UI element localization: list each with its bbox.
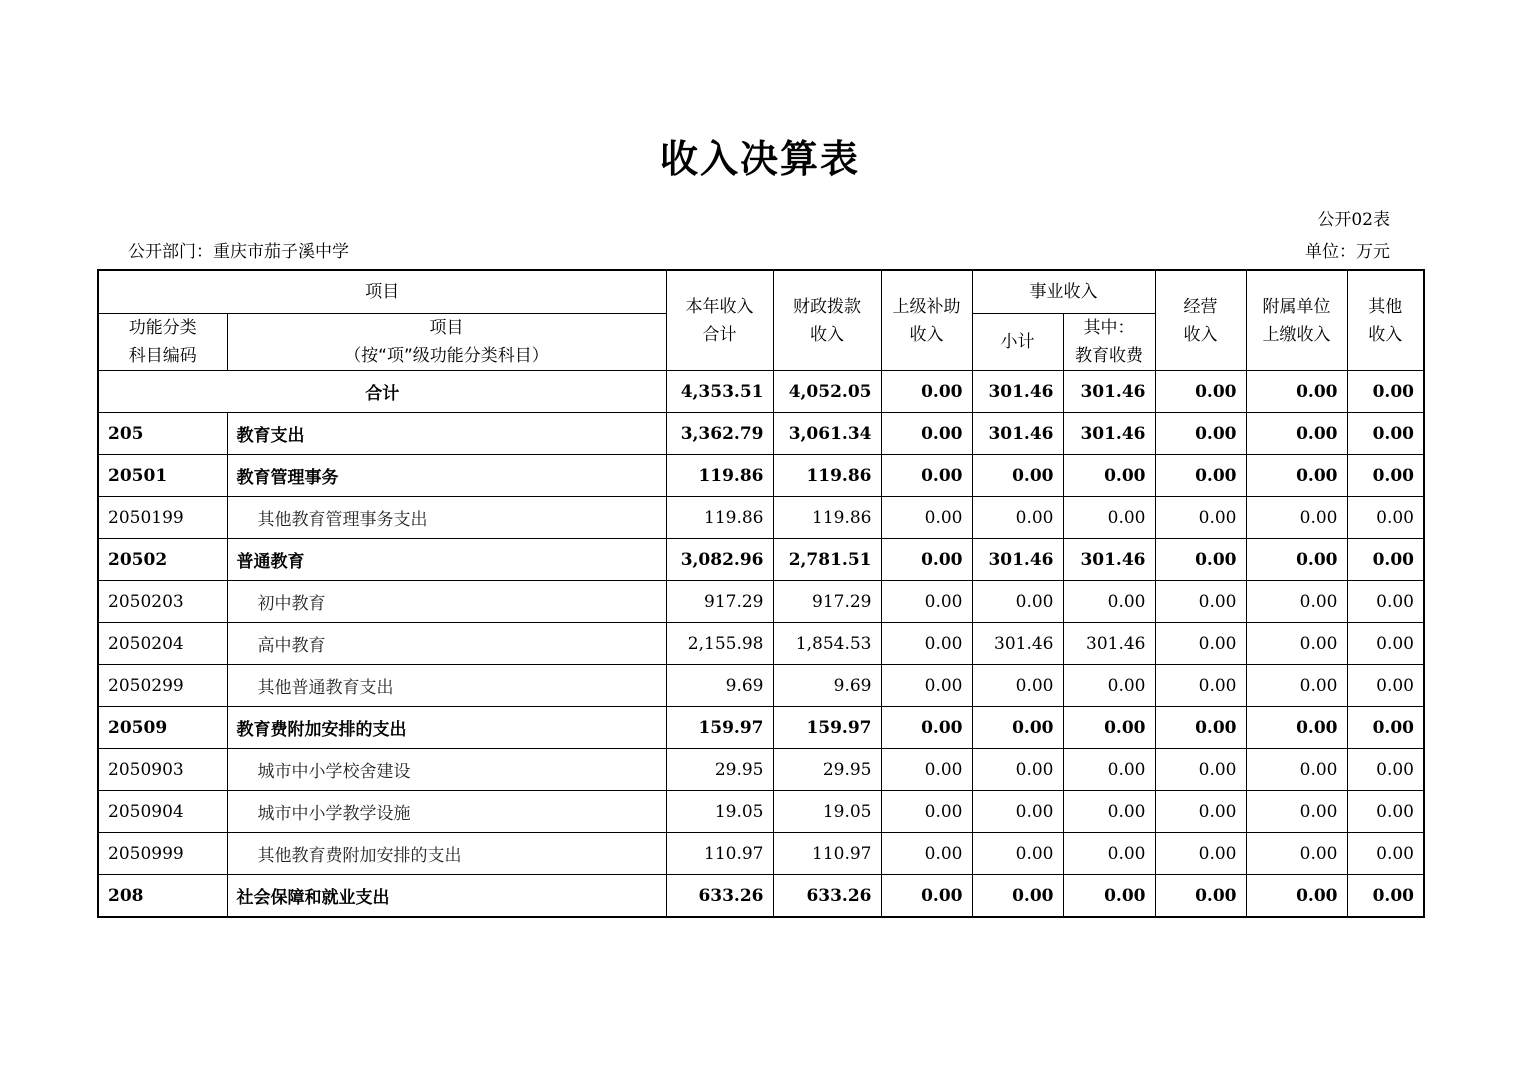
row-value: 633.26 [666,875,773,918]
row-code: 20501 [98,455,227,497]
row-value: 0.00 [881,497,972,539]
total-cell: 4,052.05 [773,371,881,413]
row-code: 2050999 [98,833,227,875]
row-value: 3,362.79 [666,413,773,455]
header-affiliated-line1: 附属单位 [1262,296,1331,317]
header-superior [881,270,972,371]
row-value: 917.29 [666,581,773,623]
row-value: 301.46 [1063,413,1155,455]
row-value: 0.00 [1155,749,1246,791]
table-row [98,497,1424,539]
row-value: 0.00 [1063,707,1155,749]
row-name: 其他普通教育支出 [227,665,666,707]
header-fiscal-line2: 收入 [810,324,844,345]
header-operating-line1: 经营 [1183,296,1218,317]
header-total [666,270,773,371]
row-name: 教育支出 [227,413,666,455]
row-code: 20509 [98,707,227,749]
table-row [98,413,1424,455]
row-value: 0.00 [1246,707,1347,749]
header-other-line2: 收入 [1368,324,1403,345]
row-value: 0.00 [972,455,1063,497]
row-value: 0.00 [881,413,972,455]
header-func-code-line1: 功能分类 [128,318,197,338]
row-value: 119.86 [773,455,881,497]
row-value: 0.00 [972,833,1063,875]
total-cell: 4,353.51 [666,371,773,413]
row-name: 教育费附加安排的支出 [227,707,666,749]
header-affiliated [1246,270,1347,371]
row-value: 0.00 [1246,875,1347,918]
row-value: 2,781.51 [773,539,881,581]
table-row [98,455,1424,497]
row-value: 0.00 [1063,665,1155,707]
row-value: 0.00 [1063,833,1155,875]
row-value: 0.00 [881,707,972,749]
row-value: 0.00 [1347,833,1424,875]
total-cell: 0.00 [1246,371,1347,413]
total-label: 合计 [98,371,666,413]
row-value: 0.00 [1347,539,1424,581]
row-code: 2050904 [98,791,227,833]
row-name: 初中教育 [227,581,666,623]
header-operating-line2: 收入 [1183,324,1218,345]
row-value: 301.46 [1063,623,1155,665]
row-value: 1,854.53 [773,623,881,665]
row-value: 0.00 [1246,749,1347,791]
header-func-code [98,314,227,371]
table-row [98,749,1424,791]
row-value: 0.00 [1347,413,1424,455]
row-value: 29.95 [773,749,881,791]
row-name: 社会保障和就业支出 [227,875,666,918]
header-fiscal-line1: 财政拨款 [793,296,861,317]
department-label: 公开部门：重庆市茄子溪中学 [128,242,349,262]
header-subtotal: 小计 [972,314,1063,371]
total-row [98,371,1424,413]
row-value: 0.00 [1155,497,1246,539]
row-value: 0.00 [972,875,1063,918]
row-value: 0.00 [972,665,1063,707]
row-value: 159.97 [666,707,773,749]
row-value: 119.86 [666,455,773,497]
row-value: 110.97 [773,833,881,875]
header-item-line2: （按“项”级功能分类科目） [344,346,549,366]
row-value: 9.69 [666,665,773,707]
income-table [97,269,1425,918]
row-value: 0.00 [881,665,972,707]
header-operating [1155,270,1246,371]
form-number: 公开02表 [1317,210,1390,230]
row-value: 0.00 [972,581,1063,623]
table-row [98,539,1424,581]
header-project: 项目 [98,270,666,314]
row-name: 高中教育 [227,623,666,665]
header-fiscal [773,270,881,371]
row-value: 0.00 [881,833,972,875]
table-row [98,791,1424,833]
row-name: 其他教育费附加安排的支出 [227,833,666,875]
header-edu-fee-line2: 教育收费 [1075,346,1143,366]
row-value: 0.00 [881,875,972,918]
row-code: 2050199 [98,497,227,539]
row-code: 2050299 [98,665,227,707]
header-item [227,314,666,371]
header-other [1347,270,1424,371]
header-edu-fee-line1: 其中： [1083,318,1135,338]
row-value: 19.05 [773,791,881,833]
row-value: 0.00 [1246,413,1347,455]
table-row [98,833,1424,875]
header-affiliated-line2: 上缴收入 [1262,324,1331,345]
row-code: 2050903 [98,749,227,791]
row-value: 0.00 [1063,875,1155,918]
report-title: 收入决算表 [659,137,860,181]
row-value: 0.00 [1155,581,1246,623]
row-value: 917.29 [773,581,881,623]
row-value: 0.00 [1155,707,1246,749]
table-row [98,665,1424,707]
row-value: 0.00 [972,707,1063,749]
row-value: 0.00 [881,749,972,791]
header-edu-fee [1063,314,1155,371]
row-name: 城市中小学校舍建设 [227,749,666,791]
row-value: 0.00 [1063,581,1155,623]
header-total-line1: 本年收入 [685,296,754,317]
row-name: 城市中小学教学设施 [227,791,666,833]
row-value: 0.00 [972,497,1063,539]
row-value: 3,061.34 [773,413,881,455]
row-value: 119.86 [773,497,881,539]
row-value: 0.00 [1155,875,1246,918]
row-value: 0.00 [1246,623,1347,665]
row-value: 0.00 [1347,749,1424,791]
row-value: 0.00 [1063,791,1155,833]
header-superior-line2: 收入 [909,324,944,345]
header-superior-line1: 上级补助 [892,296,961,317]
row-value: 0.00 [1155,455,1246,497]
row-value: 0.00 [1246,539,1347,581]
row-value: 19.05 [666,791,773,833]
row-value: 0.00 [1347,707,1424,749]
row-code: 2050203 [98,581,227,623]
row-name: 教育管理事务 [227,455,666,497]
header-item-line1: 项目 [429,318,464,338]
total-cell: 0.00 [1347,371,1424,413]
row-value: 0.00 [1347,791,1424,833]
row-value: 0.00 [1246,791,1347,833]
row-value: 9.69 [773,665,881,707]
row-value: 0.00 [1246,833,1347,875]
row-code: 205 [98,413,227,455]
row-value: 0.00 [1063,749,1155,791]
row-value: 119.86 [666,497,773,539]
row-value: 3,082.96 [666,539,773,581]
header-total-line2: 合计 [702,324,737,345]
row-value: 633.26 [773,875,881,918]
header-func-code-line2: 科目编码 [128,346,197,366]
row-value: 0.00 [1155,413,1246,455]
row-value: 0.00 [1155,665,1246,707]
row-code: 208 [98,875,227,918]
unit-label: 单位：万元 [1305,242,1390,262]
row-value: 0.00 [1155,791,1246,833]
header-other-line1: 其他 [1368,296,1403,317]
row-value: 0.00 [1347,623,1424,665]
row-value: 0.00 [1246,497,1347,539]
row-code: 20502 [98,539,227,581]
row-value: 0.00 [1347,665,1424,707]
table-row [98,623,1424,665]
row-value: 0.00 [1246,455,1347,497]
row-value: 2,155.98 [666,623,773,665]
row-value: 0.00 [881,539,972,581]
row-code: 2050204 [98,623,227,665]
row-value: 0.00 [1347,581,1424,623]
table-row [98,875,1424,918]
row-value: 301.46 [1063,539,1155,581]
total-cell: 301.46 [1063,371,1155,413]
row-value: 0.00 [1155,623,1246,665]
row-value: 29.95 [666,749,773,791]
row-value: 0.00 [881,791,972,833]
row-value: 301.46 [972,539,1063,581]
header-business: 事业收入 [972,270,1155,314]
row-value: 0.00 [1063,497,1155,539]
row-value: 110.97 [666,833,773,875]
total-cell: 0.00 [1155,371,1246,413]
row-value: 0.00 [1155,539,1246,581]
row-value: 0.00 [881,455,972,497]
row-name: 普通教育 [227,539,666,581]
table-row [98,707,1424,749]
row-name: 其他教育管理事务支出 [227,497,666,539]
total-cell: 0.00 [881,371,972,413]
row-value: 0.00 [1347,497,1424,539]
total-cell: 301.46 [972,371,1063,413]
row-value: 301.46 [972,413,1063,455]
row-value: 0.00 [1347,455,1424,497]
row-value: 0.00 [1246,665,1347,707]
row-value: 0.00 [881,581,972,623]
row-value: 159.97 [773,707,881,749]
row-value: 0.00 [1347,875,1424,918]
row-value: 0.00 [881,623,972,665]
table-row [98,581,1424,623]
row-value: 0.00 [972,749,1063,791]
row-value: 301.46 [972,623,1063,665]
row-value: 0.00 [1246,581,1347,623]
row-value: 0.00 [972,791,1063,833]
row-value: 0.00 [1155,833,1246,875]
row-value: 0.00 [1063,455,1155,497]
